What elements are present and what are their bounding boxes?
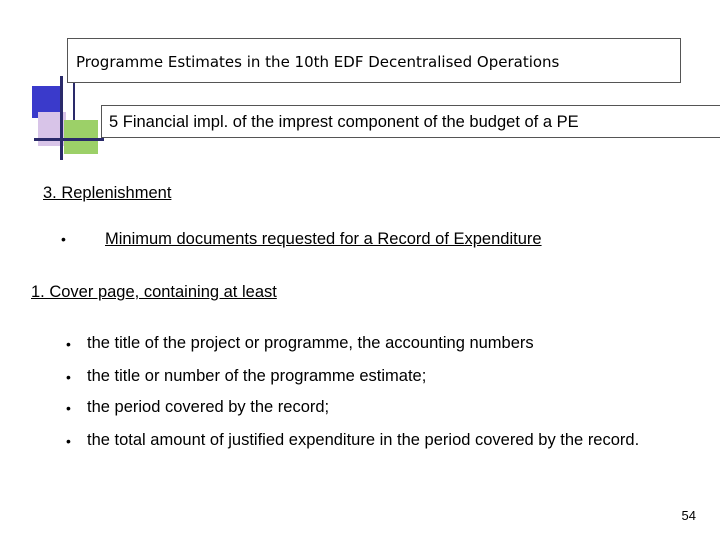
slide-header: Programme Estimates in the 10th EDF Decentralised Operations [67,38,681,83]
main-bullet-marker: • [61,231,66,247]
decorative-line-horizontal [34,138,104,141]
sub-heading: 1. Cover page, containing at least [31,283,277,301]
list-item: the title or number of the programme estimate; [87,367,427,385]
list-item-marker: • [66,369,71,385]
list-item: the period covered by the record; [87,398,330,416]
page-number: 54 [681,508,696,523]
list-item: the total amount of justified expenditure in the period covered by the record. [87,431,640,449]
decorative-line-vertical [60,76,63,160]
list-item: the title of the project or programme, the accounting numbers [87,334,534,352]
main-bullet-text: Minimum documents requested for a Record of Expenditure [105,230,542,248]
slide-subtitle: 5 Financial impl. of the imprest component of the budget of a PE [101,105,720,138]
list-item-marker: • [66,400,71,416]
list-item-marker: • [66,433,71,449]
decorative-square-green [64,120,98,154]
section-heading: 3. Replenishment [43,184,172,202]
list-item-marker: • [66,336,71,352]
